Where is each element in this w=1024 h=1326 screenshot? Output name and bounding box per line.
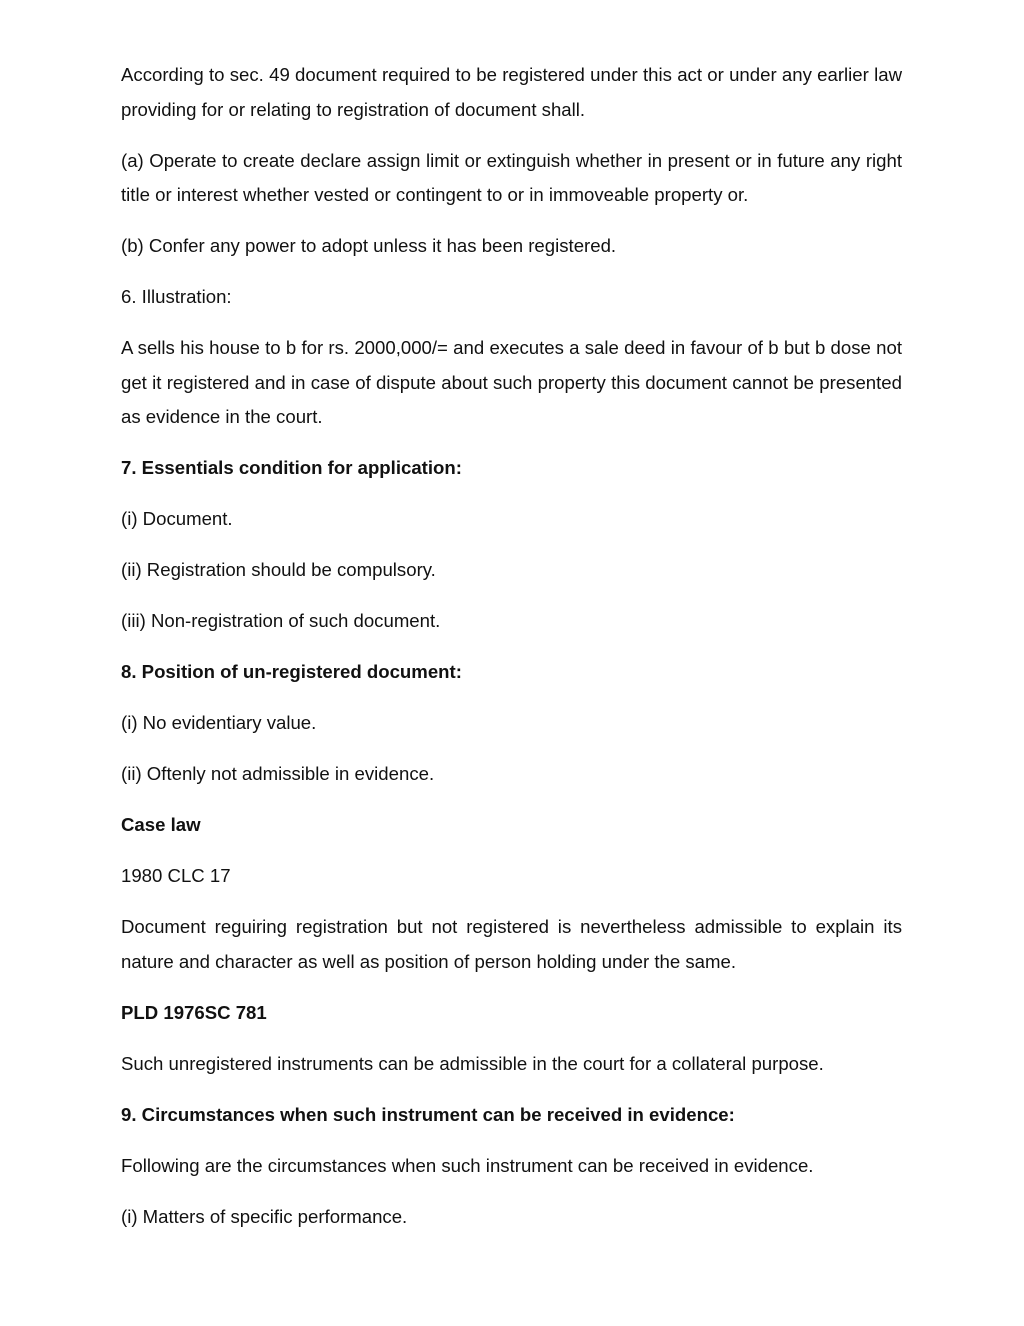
list-item-no-evidentiary-value: (i) No evidentiary value. xyxy=(121,712,317,733)
heading-circumstances: 9. Circumstances when such instrument can be received in evidence: xyxy=(121,1103,735,1125)
paragraph-illustration: A sells his house to b for rs. 2000,000/= and executes a sale deed in favour of b but b dose not get it registered and in case of dispute about such property this document cannot be presented as evidence in the court. xyxy=(121,337,902,427)
paragraph-case-1976: Such unregistered instruments can be admissible in the court for a collateral purpose. xyxy=(121,1052,824,1074)
list-item-document: (i) Document. xyxy=(121,508,233,529)
list-item-registration-compulsory: (ii) Registration should be compulsory. xyxy=(121,559,436,580)
section-illustration-label: 6. Illustration: xyxy=(121,286,232,307)
heading-case-law: Case law xyxy=(121,814,201,835)
paragraph-sec-49: According to sec. 49 document required to be registered under this act or under any earlier law providing for or relating to registration of document shall. xyxy=(121,64,902,120)
list-item-specific-performance: (i) Matters of specific performance. xyxy=(121,1205,408,1227)
list-item-not-admissible: (ii) Oftenly not admissible in evidence. xyxy=(121,763,435,784)
paragraph-clause-b: (b) Confer any power to adopt unless it has been registered. xyxy=(121,235,617,256)
citation-1980-clc: 1980 CLC 17 xyxy=(121,865,231,886)
list-item-non-registration: (iii) Non-registration of such document. xyxy=(121,610,441,631)
paragraph-clause-a: (a) Operate to create declare assign limit or extinguish whether in present or in future any right title or interest whether vested or contingent to or in immoveable property or. xyxy=(121,149,902,205)
paragraph-case-1980: Document reguiring registration but not registered is nevertheless admissible to explain its nature and character as well as position of person holding under the same. xyxy=(121,916,902,972)
heading-position: 8. Position of un-registered document: xyxy=(121,661,462,682)
heading-essentials: 7. Essentials condition for application: xyxy=(121,457,462,478)
document-page xyxy=(121,58,902,1234)
heading-pld-1976: PLD 1976SC 781 xyxy=(121,1001,267,1023)
paragraph-circumstances: Following are the circumstances when such instrument can be received in evidence. xyxy=(121,1154,814,1176)
